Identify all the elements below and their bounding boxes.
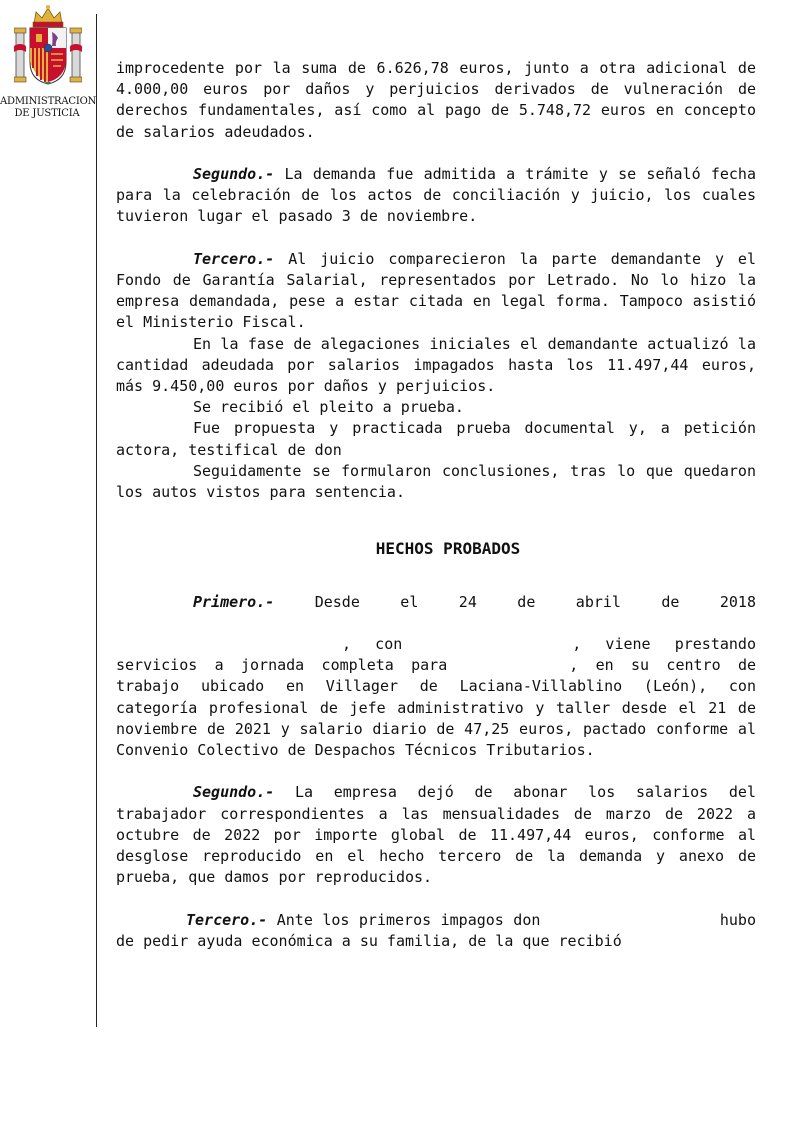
fact-primero	[116, 592, 756, 762]
paragraph-text: En la fase de alegaciones iniciales el demandante actualizó la cantidad adeudada por salarios impagados hasta los 11.497,44 euros, más 9.450,00 euros por daños y perjuicios.	[116, 334, 756, 396]
header-emblem	[0, 0, 97, 122]
document-body	[116, 58, 756, 952]
paragraph-text: Ante los primeros impagos don	[267, 910, 541, 929]
paragraph-text: Se recibió el pleito a prueba.	[193, 398, 464, 417]
paragraph	[116, 461, 756, 503]
paragraph-lead: Segundo.-	[193, 783, 275, 802]
paragraph	[116, 334, 756, 398]
paragraph-text: La demanda fue admitida a trámite y se señaló fecha para la celebración de los actos de conciliación y juicio, los cuales tuvieron lugar el pasado 3 de noviembre.	[116, 165, 756, 226]
spain-coat-of-arms-icon	[14, 2, 82, 96]
paragraph-lead: Segundo.-	[193, 165, 275, 183]
paragraph-text: Al juicio comparecieron la parte demandante y el Fondo de Garantía Salarial, representados por Letrado. No lo hizo la empresa demandada, pese a estar citada en legal forma. Tampoco asistió el Ministerio Fiscal.	[116, 249, 756, 332]
paragraph-tercero	[116, 249, 756, 334]
paragraph-text: Desde el 24 de abril de 2018	[274, 592, 756, 611]
paragraph	[116, 397, 756, 418]
paragraph-segundo	[116, 164, 756, 228]
paragraph-text: Fue propuesta y practicada prueba documental y, a petición actora, testifical de don	[116, 419, 756, 459]
paragraph-text: Seguidamente se formularon conclusiones, tras lo que quedaron los autos vistos para sentencia.	[116, 461, 756, 502]
section-title: HECHOS PROBADOS	[375, 539, 521, 559]
paragraph-text: La empresa dejó de abonar los salarios del trabajador correspondientes a las mensualidades de marzo de 2022 a octubre de 2022 por importe global de 11.497,44 euros, conforme al desglose reproducido en el hecho tercero de la demanda y anexo de prueba, que damos por reproducidos.	[116, 783, 756, 887]
paragraph-text: improcedente por la suma de 6.626,78 euros, junto a otra adicional de 4.000,00 euros por daños y perjuicios derivados de vulneración de derechos fundamentales, así como al pago de 5.748,72 euros en concepto de salarios adeudados.	[116, 59, 756, 141]
paragraph-text: , viene prestando servicios a jornada completa para	[116, 635, 756, 675]
paragraph-lead: Tercero.-	[193, 249, 275, 268]
paragraph-text: hubo de pedir ayuda económica a su familia, de la que recibió	[116, 910, 756, 950]
paragraph	[116, 418, 756, 460]
org-name-line-2: DE JUSTICIA	[14, 108, 80, 119]
paragraph-lead: Primero.-	[193, 592, 275, 611]
margin-rule	[96, 14, 97, 1027]
paragraph	[116, 58, 756, 143]
fact-segundo	[116, 782, 756, 888]
paragraph-text: , con	[342, 635, 403, 654]
org-name	[0, 96, 97, 120]
paragraph-text: , en su centro de trabajo ubicado en Villager de Laciana-Villablino (León), con categoría profesional de jefe administrativo y taller desde el 21 de noviembre de 2021 y salario diario de 47,25 euros, pactado conforme al Convenio Colectivo de Despachos Técnicos Tributarios.	[116, 656, 756, 760]
fact-tercero	[116, 910, 756, 952]
org-name-line-1: ADMINISTRACION	[0, 96, 97, 107]
paragraph-lead: Tercero.-	[186, 910, 268, 929]
